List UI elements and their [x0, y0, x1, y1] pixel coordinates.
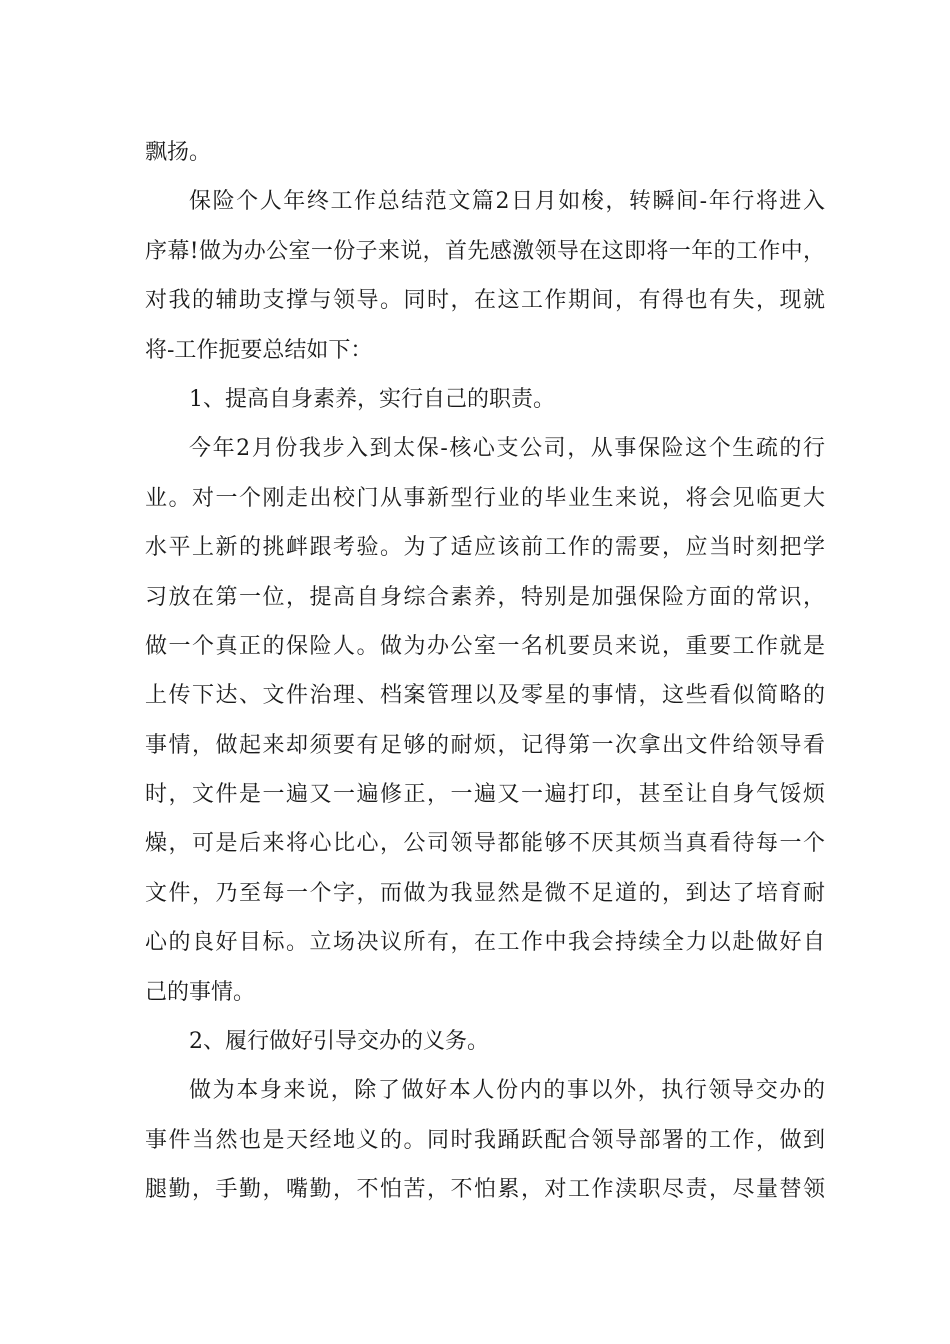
document-body	[145, 128, 825, 1215]
text-line: 2、履行做好引导交办的义务。	[189, 1029, 489, 1055]
text-line: 飘扬。	[145, 140, 212, 165]
text-line: 做一个真正的保险人。做为办公室一名机要员来说，重要工作就是	[145, 633, 825, 659]
text-line: 己的事情。	[145, 979, 256, 1005]
text-line: 将-工作扼要总结如下：	[145, 337, 373, 363]
text-line: 文件，乃至每一个字，而做为我显然是微不足道的，到达了培育耐	[145, 880, 825, 906]
text-line: 事情，做起来却须要有足够的耐烦，记得第一次拿出文件给领导看	[145, 732, 825, 758]
text-line: 心的良好目标。立场决议所有，在工作中我会持续全力以赴做好自	[145, 930, 825, 956]
text-line: 业。对一个刚走出校门从事新型行业的毕业生来说，将会见临更大	[145, 485, 825, 511]
text-line: 燥，可是后来将心比心，公司领导都能够不厌其烦当真看待每一个	[145, 831, 825, 857]
text-line: 水平上新的挑衅跟考验。为了适应该前工作的需要，应当时刻把学	[145, 535, 825, 561]
text-line: 习放在第一位，提高自身综合素养，特别是加强保险方面的常识，	[145, 584, 825, 610]
text-line: 上传下达、文件治理、档案管理以及零星的事情，这些看似简略的	[145, 683, 825, 709]
text-line: 保险个人年终工作总结范文篇2日月如梭，转瞬间-年行将进入	[189, 189, 825, 215]
text-line: 序幕!做为办公室一份子来说，首先感激领导在这即将一年的工作中，	[145, 238, 825, 264]
text-line: 事件当然也是天经地义的。同时我踊跃配合领导部署的工作，做到	[145, 1127, 825, 1153]
text-line: 腿勤，手勤，嘴勤，不怕苦，不怕累，对工作渎职尽责，尽量替领	[145, 1177, 825, 1203]
text-line: 对我的辅助支撑与领导。同时，在这工作期间，有得也有失，现就	[145, 288, 825, 314]
text-line: 1、提高自身素养，实行自己的职责。	[189, 386, 555, 412]
text-line: 做为本身来说，除了做好本人份内的事以外，执行领导交办的	[189, 1078, 825, 1104]
text-line: 今年2月份我步入到太保-核心支公司，从事保险这个生疏的行	[189, 436, 825, 462]
text-line: 时，文件是一遍又一遍修正，一遍又一遍打印，甚至让自身气馁烦	[145, 782, 825, 808]
